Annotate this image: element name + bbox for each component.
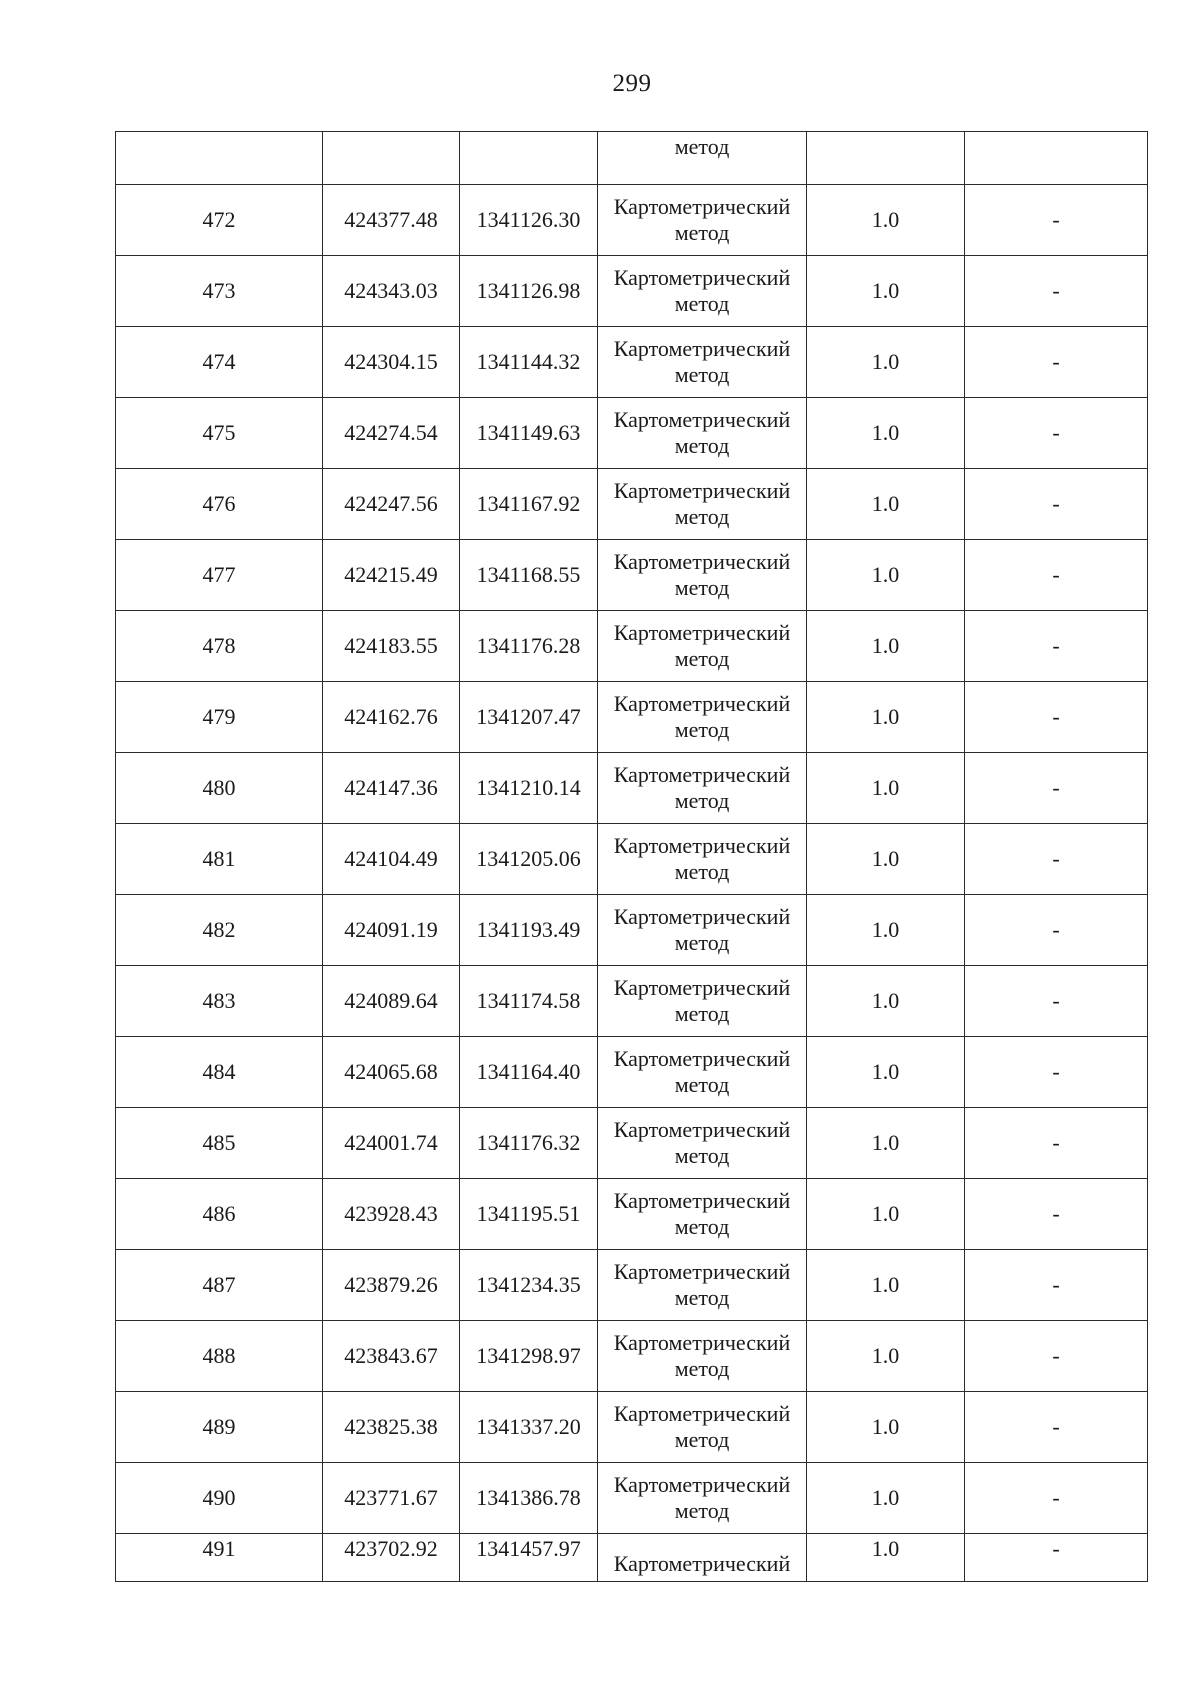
- method-line-2: метод: [674, 1143, 730, 1168]
- cell-point: 482: [116, 895, 323, 966]
- cell-y: 1341144.32: [460, 327, 598, 398]
- table-row: [116, 1392, 1148, 1463]
- cell-point: 479: [116, 682, 323, 753]
- method-line-1: Картометрический: [613, 975, 791, 1000]
- method-line-2: метод: [674, 788, 730, 813]
- cell-x: 424274.54: [323, 398, 460, 469]
- cell-point: 484: [116, 1037, 323, 1108]
- method-line-2: метод: [674, 859, 730, 884]
- cell-note: -: [965, 185, 1148, 256]
- cell-accuracy: 1.0: [807, 824, 965, 895]
- cell-method: [598, 611, 807, 682]
- cell-y: 1341164.40: [460, 1037, 598, 1108]
- cell-point: 487: [116, 1250, 323, 1321]
- cell-note: [965, 132, 1148, 185]
- method-line-2: метод: [674, 1285, 730, 1310]
- method-line-2: метод: [674, 1356, 730, 1381]
- cell-accuracy: 1.0: [807, 469, 965, 540]
- cell-x: 424162.76: [323, 682, 460, 753]
- cell-method: [598, 895, 807, 966]
- cell-method: [598, 398, 807, 469]
- coordinates-table: [115, 131, 1148, 1582]
- table-body: [116, 132, 1148, 1534]
- cell-method: [598, 682, 807, 753]
- cell-x: 423879.26: [323, 1250, 460, 1321]
- cell-y: 1341386.78: [460, 1463, 598, 1534]
- cell-method: [598, 1463, 807, 1534]
- cell-note: -: [965, 256, 1148, 327]
- table-row-last: [116, 1534, 1148, 1582]
- cell-accuracy: 1.0: [807, 1037, 965, 1108]
- cell-note: -: [965, 1463, 1148, 1534]
- method-line-2: метод: [674, 291, 730, 316]
- cell-y: 1341168.55: [460, 540, 598, 611]
- cell-method: [598, 256, 807, 327]
- cell-point: 491: [116, 1534, 323, 1582]
- cell-x: 424377.48: [323, 185, 460, 256]
- cell-accuracy: 1.0: [807, 753, 965, 824]
- cell-accuracy: 1.0: [807, 327, 965, 398]
- cell-accuracy: 1.0: [807, 398, 965, 469]
- cell-method: метод: [598, 132, 807, 185]
- cell-y: 1341298.97: [460, 1321, 598, 1392]
- table-row: [116, 1108, 1148, 1179]
- cell-method: [598, 1250, 807, 1321]
- cell-y: 1341210.14: [460, 753, 598, 824]
- method-line-2: метод: [674, 1427, 730, 1452]
- method-line-2: метод: [674, 1072, 730, 1097]
- cell-point: 477: [116, 540, 323, 611]
- table-row: [116, 682, 1148, 753]
- table-row: [116, 1321, 1148, 1392]
- cell-point: 486: [116, 1179, 323, 1250]
- cell-note: -: [965, 1179, 1148, 1250]
- cell-accuracy: 1.0: [807, 1108, 965, 1179]
- cell-y: 1341205.06: [460, 824, 598, 895]
- method-line-2: метод: [674, 930, 730, 955]
- method-line-2: метод: [674, 433, 730, 458]
- cell-point: 474: [116, 327, 323, 398]
- table-row: [116, 398, 1148, 469]
- table-row: [116, 753, 1148, 824]
- table-row: [116, 1179, 1148, 1250]
- table-row: [116, 1463, 1148, 1534]
- method-line-1: Картометрический: [613, 1259, 791, 1284]
- cell-accuracy: [807, 132, 965, 185]
- table-row: [116, 1250, 1148, 1321]
- cell-note: -: [965, 895, 1148, 966]
- cell-y: 1341207.47: [460, 682, 598, 753]
- cell-point: 481: [116, 824, 323, 895]
- cell-note: -: [965, 469, 1148, 540]
- cell-note: -: [965, 1250, 1148, 1321]
- cell-note: -: [965, 327, 1148, 398]
- cell-method: [598, 1392, 807, 1463]
- method-line-1: Картометрический: [613, 336, 791, 361]
- cell-point: [116, 132, 323, 185]
- cell-accuracy: 1.0: [807, 895, 965, 966]
- method-line-1: Картометрический: [613, 194, 791, 219]
- cell-point: 476: [116, 469, 323, 540]
- cell-note: -: [965, 1321, 1148, 1392]
- method-line-1: Картометрический: [613, 407, 791, 432]
- cell-method: [598, 824, 807, 895]
- table-row: [116, 824, 1148, 895]
- cell-x: [323, 132, 460, 185]
- method-line-1: Картометрический: [613, 1046, 791, 1071]
- cell-x: 423843.67: [323, 1321, 460, 1392]
- method-line-2: метод: [674, 646, 730, 671]
- cell-y: [460, 132, 598, 185]
- cell-accuracy: 1.0: [807, 1250, 965, 1321]
- cell-x: 423928.43: [323, 1179, 460, 1250]
- cell-x: 424304.15: [323, 327, 460, 398]
- cell-method: [598, 1321, 807, 1392]
- method-line-1: Картометрический: [613, 833, 791, 858]
- cell-y: 1341195.51: [460, 1179, 598, 1250]
- table-row: [116, 1037, 1148, 1108]
- cell-method: [598, 966, 807, 1037]
- cell-y: 1341126.30: [460, 185, 598, 256]
- cell-note: -: [965, 398, 1148, 469]
- cell-x: 424089.64: [323, 966, 460, 1037]
- cell-x: 424183.55: [323, 611, 460, 682]
- cell-accuracy: 1.0: [807, 1179, 965, 1250]
- cell-x: 424001.74: [323, 1108, 460, 1179]
- cell-y: 1341126.98: [460, 256, 598, 327]
- cell-x: 424247.56: [323, 469, 460, 540]
- table-row: [116, 469, 1148, 540]
- cell-note: -: [965, 1108, 1148, 1179]
- cell-accuracy: 1.0: [807, 966, 965, 1037]
- cell-y: 1341193.49: [460, 895, 598, 966]
- cell-point: 488: [116, 1321, 323, 1392]
- method-line-1: Картометрический: [613, 1330, 791, 1355]
- method-line-1: Картометрический: [613, 1117, 791, 1142]
- cell-note: -: [965, 753, 1148, 824]
- cell-accuracy: 1.0: [807, 185, 965, 256]
- cell-y: 1341234.35: [460, 1250, 598, 1321]
- cell-method: [598, 185, 807, 256]
- table-row: [116, 966, 1148, 1037]
- cell-method: [598, 753, 807, 824]
- method-line-2: метод: [674, 1214, 730, 1239]
- cell-x: 424104.49: [323, 824, 460, 895]
- method-line-1: Картометрический: [613, 1472, 791, 1497]
- method-line-1: Картометрический: [613, 904, 791, 929]
- cell-note: -: [965, 540, 1148, 611]
- cell-point: 472: [116, 185, 323, 256]
- table-row: [116, 611, 1148, 682]
- cell-note: -: [965, 611, 1148, 682]
- cell-method: [598, 1179, 807, 1250]
- method-line-1: Картометрический: [613, 620, 791, 645]
- cell-x: 424091.19: [323, 895, 460, 966]
- cell-method: [598, 1037, 807, 1108]
- cell-x: 424147.36: [323, 753, 460, 824]
- cell-accuracy: 1.0: [807, 1534, 965, 1582]
- cell-accuracy: 1.0: [807, 1392, 965, 1463]
- method-line-1: Картометрический: [613, 549, 791, 574]
- table-row: [116, 256, 1148, 327]
- cell-method: [598, 1108, 807, 1179]
- method-line-2: метод: [674, 362, 730, 387]
- cell-note: -: [965, 1534, 1148, 1582]
- cell-x: 423771.67: [323, 1463, 460, 1534]
- cell-point: 480: [116, 753, 323, 824]
- cell-note: -: [965, 824, 1148, 895]
- table-row-continued: [116, 132, 1148, 185]
- method-line-1: Картометрический: [613, 1188, 791, 1213]
- cell-y: 1341167.92: [460, 469, 598, 540]
- cell-y: 1341149.63: [460, 398, 598, 469]
- cell-note: -: [965, 1392, 1148, 1463]
- cell-x: 424343.03: [323, 256, 460, 327]
- cell-note: -: [965, 682, 1148, 753]
- cell-x: 424065.68: [323, 1037, 460, 1108]
- cell-method: [598, 469, 807, 540]
- cell-point: 478: [116, 611, 323, 682]
- cell-point: 490: [116, 1463, 323, 1534]
- cell-accuracy: 1.0: [807, 540, 965, 611]
- page-number: 299: [612, 70, 652, 97]
- method-line-2: метод: [674, 1498, 730, 1523]
- table-row: [116, 185, 1148, 256]
- method-line-2: метод: [674, 504, 730, 529]
- method-line-2: метод: [674, 220, 730, 245]
- table-tail: [116, 1534, 1148, 1582]
- cell-x: 424215.49: [323, 540, 460, 611]
- cell-method: [598, 540, 807, 611]
- method-line-1: Картометрический: [613, 691, 791, 716]
- cell-accuracy: 1.0: [807, 256, 965, 327]
- cell-accuracy: 1.0: [807, 1321, 965, 1392]
- cell-x: 423702.92: [323, 1534, 460, 1582]
- cell-y: 1341176.32: [460, 1108, 598, 1179]
- method-line-2: метод: [674, 1001, 730, 1026]
- cell-point: 473: [116, 256, 323, 327]
- table-row: [116, 327, 1148, 398]
- method-line-1: Картометрический: [613, 1401, 791, 1426]
- cell-point: 485: [116, 1108, 323, 1179]
- cell-y: 1341174.58: [460, 966, 598, 1037]
- table-row: [116, 895, 1148, 966]
- method-line-1: Картометрический: [613, 478, 791, 503]
- cell-accuracy: 1.0: [807, 682, 965, 753]
- cell-point: 483: [116, 966, 323, 1037]
- cell-method: [598, 327, 807, 398]
- cell-x: 423825.38: [323, 1392, 460, 1463]
- cell-note: -: [965, 966, 1148, 1037]
- cell-point: 489: [116, 1392, 323, 1463]
- cell-accuracy: 1.0: [807, 1463, 965, 1534]
- cell-accuracy: 1.0: [807, 611, 965, 682]
- cell-method: Картометрический: [598, 1534, 807, 1582]
- cell-y: 1341176.28: [460, 611, 598, 682]
- method-line-1: Картометрический: [613, 762, 791, 787]
- method-line-2: метод: [674, 575, 730, 600]
- table-row: [116, 540, 1148, 611]
- cell-y: 1341337.20: [460, 1392, 598, 1463]
- cell-note: -: [965, 1037, 1148, 1108]
- cell-y: 1341457.97: [460, 1534, 598, 1582]
- method-line-1: Картометрический: [613, 265, 791, 290]
- method-line-2: метод: [674, 717, 730, 742]
- cell-point: 475: [116, 398, 323, 469]
